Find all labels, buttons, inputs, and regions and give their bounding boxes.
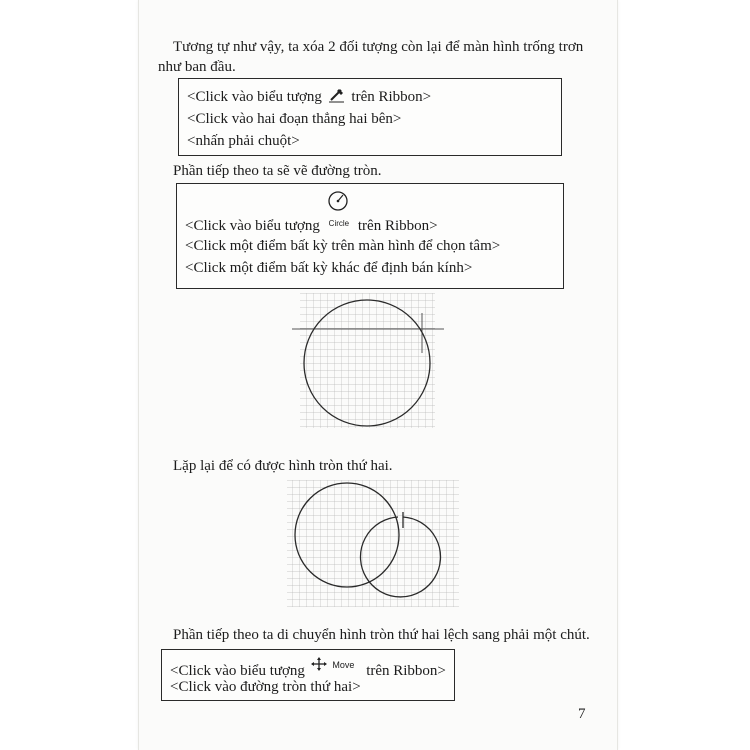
box3-line1-pre: <Click vào biểu tượng [170,663,305,679]
grid-figure-one-circle [292,293,452,433]
box3-line1-post: trên Ribbon> [366,663,446,679]
box3-line2: <Click vào đường tròn thứ hai> [170,679,361,695]
circle-icon-caption: Circle [328,219,350,228]
grid-figure-two-circles [285,480,463,610]
box1-line1-pre: <Click vào biểu tượng [187,89,322,105]
instruction-box-eraser [178,78,562,156]
page-number: 7 [578,706,586,722]
box1-line3: <nhấn phải chuột> [187,133,300,149]
box2-line1-post: trên Ribbon> [357,218,438,234]
circle-intro: Phần tiếp theo ta sẽ vẽ đường tròn. [173,163,382,179]
move-icon-caption: Move [332,660,355,670]
repeat-text: Lặp lại để có được hình tròn thứ hai. [173,458,393,474]
instruction-box-circle [176,183,564,289]
box2-line2: <Click một điểm bất kỳ trên màn hình để chọn tâm> [185,238,501,254]
instruction-box-move [161,649,455,701]
move-icon [311,657,327,671]
circle-icon [327,190,349,212]
intro-line-1: Tương tự như vậy, ta xóa 2 đối tượng còn lại để màn hình trống trơn [173,39,584,55]
box2-line3: <Click một điểm bất kỳ khác để định bán kính> [185,260,473,276]
eraser-icon [328,87,346,103]
box1-line2: <Click vào hai đoạn thẳng hai bên> [187,111,402,127]
box2-line1-pre: <Click vào biểu tượng [185,218,320,234]
box1-line1-post: trên Ribbon> [351,89,432,105]
intro-line-2: như ban đầu. [158,59,236,75]
move-intro: Phần tiếp theo ta di chuyển hình tròn thứ hai lệch sang phải một chút. [173,627,590,643]
